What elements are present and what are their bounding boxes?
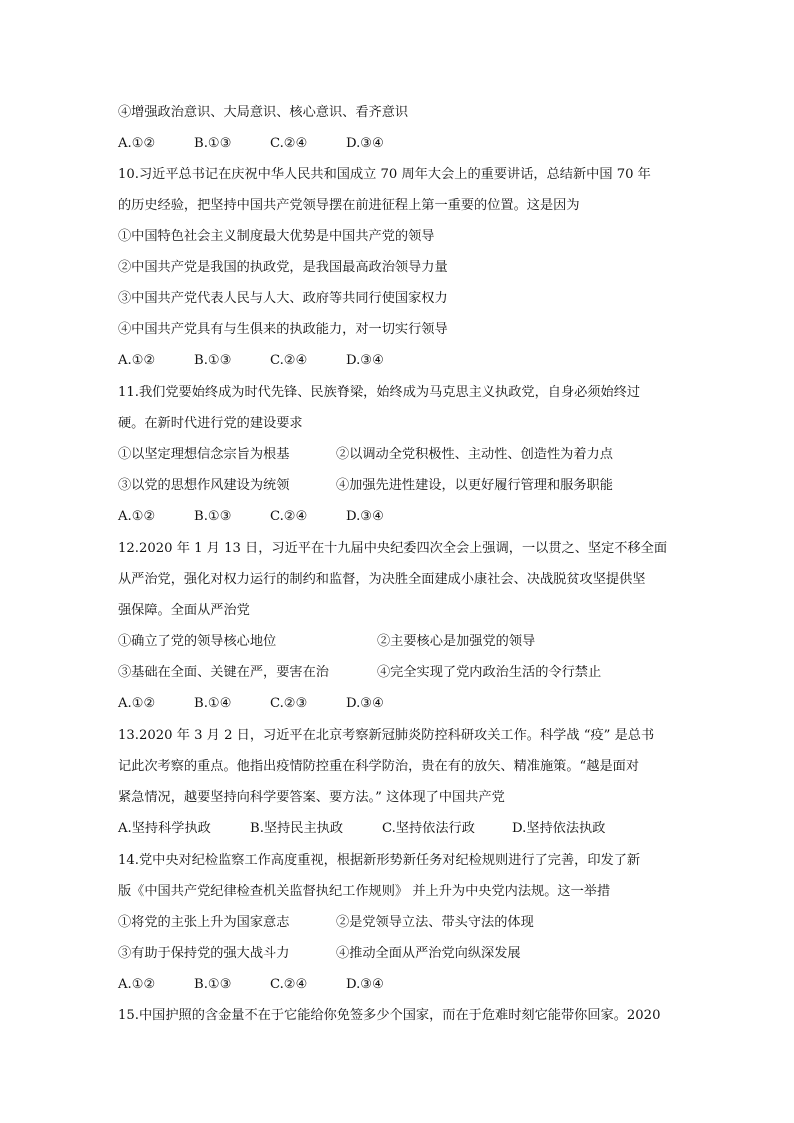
- q12-answer-a: A.①②: [118, 696, 156, 711]
- q13-stem-line3: 紧急情况，越要坚持向科学要答案、要方法。” 这体现了中国共产党: [118, 790, 505, 805]
- q10-option-4: ④中国共产党具有与生俱来的执政能力，对一切实行领导: [118, 322, 448, 337]
- q10-answer-c: C.②④: [270, 353, 308, 368]
- q13-answer-b: B.坚持民主执政: [250, 821, 344, 836]
- q9-answer-a: A.①②: [118, 136, 156, 151]
- q14-option-3: ③有助于保持党的强大战斗力: [118, 946, 290, 961]
- q10-answer-d: D.③④: [346, 353, 384, 368]
- q11-option-4: ④加强先进性建设，以更好履行管理和服务职能: [336, 478, 613, 493]
- q13-answer-c: C.坚持依法行政: [382, 821, 475, 836]
- q11-answer-d: D.③④: [346, 509, 384, 524]
- q11-stem-line2: 硬。在新时代进行党的建设要求: [118, 416, 303, 431]
- q14-answer-a: A.①②: [118, 977, 156, 992]
- q13-answer-a: A.坚持科学执政: [118, 821, 211, 836]
- q15-stem-line1: 15.中国护照的含金量不在于它能给你免签多少个国家，而在于危难时刻它能带你回家。2020: [118, 1008, 661, 1023]
- q12-stem-line1: 12.2020 年 1 月 13 日，习近平在十九届中央纪委四次全会上强调，一以贯之、坚定不移全面: [118, 541, 668, 556]
- q11-answer-b: B.①③: [194, 509, 232, 524]
- q11-stem-line1: 11.我们党要始终成为时代先锋、民族脊梁，始终成为马克思主义执政党，自身必须始终过: [118, 385, 641, 400]
- q14-option-4: ④推动全面从严治党向纵深发展: [336, 946, 521, 961]
- q13-stem-line2: 记此次考察的重点。他指出疫情防控重在科学防治，贵在有的放矢、精准施策。“越是面对: [118, 759, 640, 774]
- q12-stem-line3: 强保障。全面从严治党: [118, 603, 250, 618]
- q14-option-2: ②是党领导立法、带头守法的体现: [336, 915, 534, 930]
- q13-answer-d: D.坚持依法执政: [512, 821, 606, 836]
- q9-option-4: ④增强政治意识、大局意识、核心意识、看齐意识: [118, 105, 409, 120]
- q10-stem-line2: 的历史经验，把坚持中国共产党领导摆在前进征程上第一重要的位置。这是因为: [118, 198, 580, 213]
- q14-option-1: ①将党的主张上升为国家意志: [118, 915, 290, 930]
- q12-option-2: ②主要核心是加强党的领导: [377, 634, 536, 649]
- q10-stem-line1: 10.习近平总书记在庆祝中华人民共和国成立 70 周年大会上的重要讲话，总结新中国 70 年: [118, 167, 651, 182]
- q14-stem-line2: 版《中国共产党纪律检查机关监督执纪工作规则》 并上升为中央党内法规。这一举措: [118, 884, 611, 899]
- q11-answer-a: A.①②: [118, 509, 156, 524]
- q11-answer-c: C.②④: [270, 509, 308, 524]
- q12-answer-b: B.①④: [194, 696, 232, 711]
- q14-answer-b: B.①③: [194, 977, 232, 992]
- q12-answer-c: C.②③: [270, 696, 308, 711]
- q12-option-1: ①确立了党的领导核心地位: [118, 634, 277, 649]
- q11-option-1: ①以坚定理想信念宗旨为根基: [118, 447, 290, 462]
- q13-stem-line1: 13.2020 年 3 月 2 日，习近平在北京考察新冠肺炎防控科研攻关工作。科学战 “疫” 是总书: [118, 728, 655, 743]
- q9-answer-d: D.③④: [346, 136, 384, 151]
- q9-answer-c: C.②④: [270, 136, 308, 151]
- q11-option-2: ②以调动全党积极性、主动性、创造性为着力点: [336, 447, 613, 462]
- q10-option-2: ②中国共产党是我国的执政党，是我国最高政治领导力量: [118, 260, 448, 275]
- q14-answer-c: C.②④: [270, 977, 308, 992]
- q12-answer-d: D.③④: [346, 696, 384, 711]
- q10-answer-a: A.①②: [118, 353, 156, 368]
- q12-option-3: ③基础在全面、关键在严，要害在治: [118, 665, 329, 680]
- q10-option-1: ①中国特色社会主义制度最大优势是中国共产党的领导: [118, 229, 435, 244]
- q12-option-4: ④完全实现了党内政治生活的令行禁止: [377, 665, 602, 680]
- q10-answer-b: B.①③: [194, 353, 232, 368]
- q11-option-3: ③以党的思想作风建设为统领: [118, 478, 290, 493]
- q12-stem-line2: 从严治党，强化对权力运行的制约和监督，为决胜全面建成小康社会、决战脱贫攻坚提供坚: [118, 572, 646, 587]
- q14-answer-d: D.③④: [346, 977, 384, 992]
- q10-option-3: ③中国共产党代表人民与人大、政府等共同行使国家权力: [118, 291, 448, 306]
- q14-stem-line1: 14.党中央对纪检监察工作高度重视，根据新形势新任务对纪检规则进行了完善，印发了新: [118, 853, 641, 868]
- q9-answer-b: B.①③: [194, 136, 232, 151]
